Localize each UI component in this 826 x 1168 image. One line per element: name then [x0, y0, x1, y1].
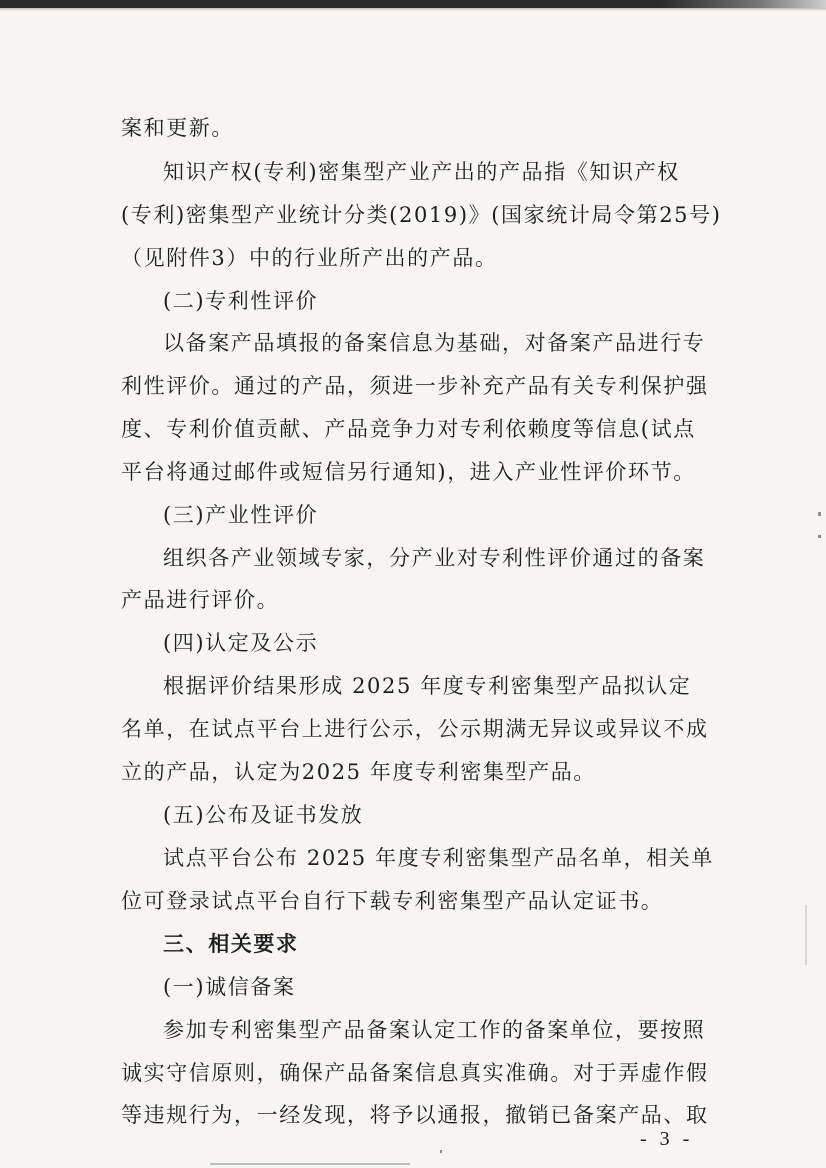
text-line: (专利)密集型产业统计分类(2019)》(国家统计局令第25号) [121, 203, 722, 227]
text-line: 组织各产业领域专家，分产业对专利性评价通过的备案 [163, 546, 706, 570]
scan-speck [818, 535, 821, 538]
text-line: 利性评价。通过的产品，须进一步补充产品有关专利保护强 [121, 374, 709, 398]
page-number: - 3 - [640, 1128, 694, 1150]
scan-speck [818, 512, 821, 516]
section-heading: (一)诚信备案 [163, 975, 296, 999]
section-heading: (四)认定及公示 [163, 631, 319, 655]
text-line: 位可登录试点平台自行下载专利密集型产品认定证书。 [121, 889, 664, 913]
text-line: 名单，在试点平台上进行公示，公示期满无异议或异议不成 [121, 717, 709, 741]
text-line: 立的产品，认定为2025 年度专利密集型产品。 [121, 760, 596, 784]
text-line: 度、专利价值贡献、产品竞争力对专利依赖度等信息(试点 [121, 417, 696, 441]
text-line: 知识产权(专利)密集型产业产出的产品指《知识产权 [163, 160, 680, 184]
text-line: 根据评价结果形成 2025 年度专利密集型产品拟认定 [163, 674, 692, 698]
scan-edge-mark [805, 905, 807, 965]
section-heading: (二)专利性评价 [163, 289, 319, 313]
text-line: 产品进行评价。 [121, 588, 280, 612]
text-line: 参加专利密集型产品备案认定工作的备案单位，要按照 [163, 1018, 706, 1042]
text-line: 等违规行为，一经发现，将予以通报，撤销已备案产品、取 [121, 1103, 709, 1127]
scan-bottom-line [210, 1163, 410, 1165]
text-line: 试点平台公布 2025 年度专利密集型产品名单，相关单 [163, 846, 714, 870]
section-heading: (五)公布及证书发放 [163, 803, 364, 827]
text-line: 以备案产品填报的备案信息为基础，对备案产品进行专 [163, 331, 706, 355]
scan-speck [440, 1150, 442, 1153]
chapter-heading: 三、相关要求 [163, 931, 299, 956]
text-line: 平台将通过邮件或短信另行通知)，进入产业性评价环节。 [121, 460, 696, 484]
section-heading: (三)产业性评价 [163, 503, 319, 527]
text-line: （见附件3）中的行业所产出的产品。 [121, 246, 498, 270]
text-line: 案和更新。 [121, 116, 234, 140]
text-line: 诚实守信原则，确保产品备案信息真实准确。对于弄虚作假 [121, 1061, 709, 1085]
